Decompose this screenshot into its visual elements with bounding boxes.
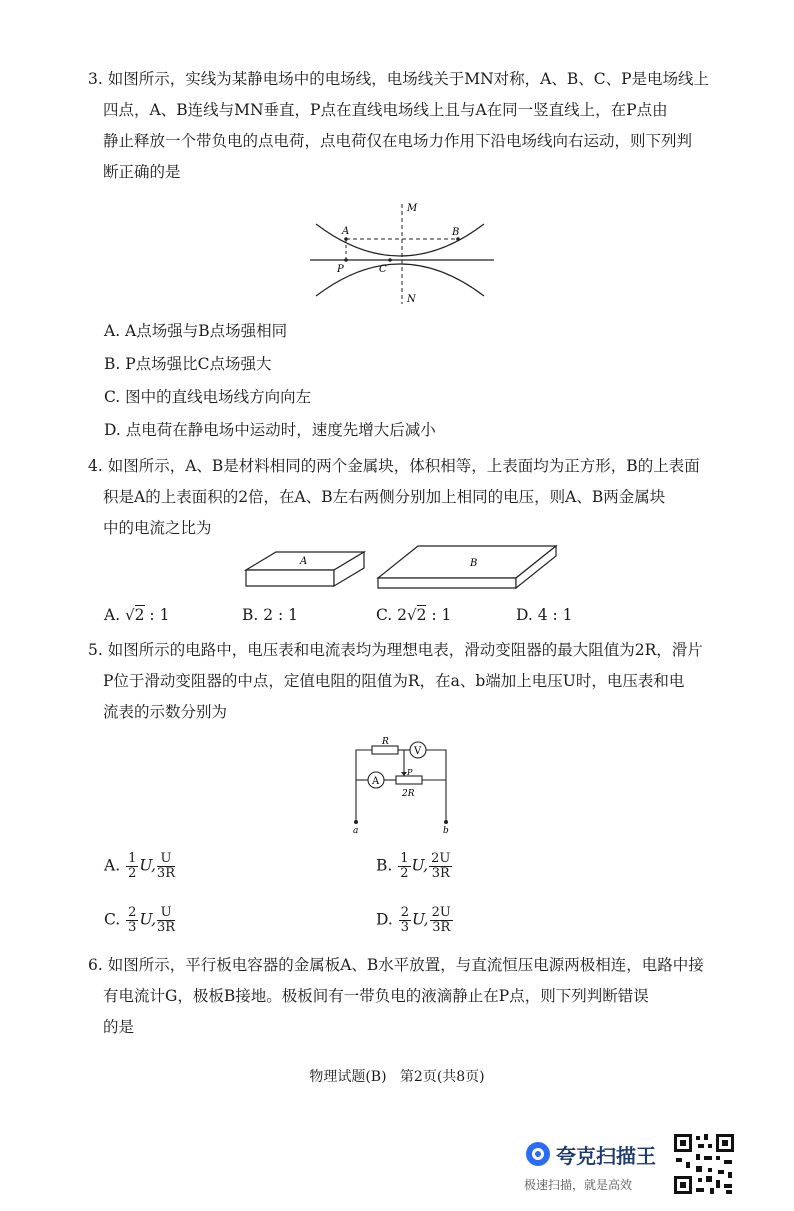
point-c: [388, 258, 392, 262]
block-b-label: B: [470, 558, 478, 569]
q5-option-c[interactable]: C. $\frac{2}{3}$ U, $\frac{U}{3R}$: [104, 905, 176, 935]
circuit-figure: [340, 734, 470, 834]
fraction: $\frac{U}{3R}$: [156, 851, 175, 881]
q3-option-b[interactable]: B. P点场强比C点场强大: [104, 355, 272, 373]
question-4: [88, 451, 728, 544]
label-b: B: [452, 227, 460, 238]
fraction: $\frac{1}{2}$: [128, 851, 137, 881]
q5-line2: P位于滑动变阻器的中点，定值电阻的阻值为R，在a、b端加上电压U时，电压表和电: [103, 672, 685, 690]
question-3: [88, 64, 728, 188]
q5-line1: 5. 如图所示的电路中，电压表和电流表均为理想电表，滑动变阻器的最大阻值为2R，滑片: [88, 641, 703, 659]
point-p: [344, 258, 348, 262]
label-m: M: [407, 203, 418, 214]
label-n: N: [407, 294, 416, 305]
q3-option-d[interactable]: D. 点电荷在静电场中运动时，速度先增大后减小: [104, 421, 436, 439]
q4-option-c[interactable]: C. 2√2 : 1: [376, 606, 452, 624]
q6-line3: 的是: [103, 1018, 135, 1036]
q5-option-a[interactable]: A. $\frac{1}{2}$ U, $\frac{U}{3R}$: [104, 851, 175, 881]
q3-line4: 断正确的是: [103, 163, 181, 181]
q6-line2: 有电流计G，极板B接地。极板间有一带负电的液滴静止在P点，则下列判断错误: [103, 987, 649, 1005]
quark-logo-icon: [524, 1140, 552, 1168]
fraction: $\frac{1}{2}$: [400, 851, 409, 881]
metal-block-b-figure: [372, 540, 562, 596]
terminal-a-label: a: [353, 826, 359, 834]
fraction: $\frac{U}{3R}$: [157, 905, 176, 935]
terminal-b: [444, 820, 448, 824]
label-a: A: [342, 226, 350, 237]
block-a-label: A: [300, 556, 308, 567]
fraction: $\frac{2}{3}$: [128, 905, 137, 935]
q4-line3: 中的电流之比为: [103, 519, 212, 537]
block-a-front: [246, 570, 334, 586]
wire-v-right: [426, 750, 446, 780]
sqrt-radicand: 2: [416, 606, 427, 624]
q5-option-d[interactable]: D. $\frac{2}{3}$ U, $\frac{2U}{3R}$: [376, 905, 451, 935]
q4-line2: 积是A的上表面积的2倍，在A、B左右两侧分别加上相同的电压，则A、B两金属块: [103, 488, 666, 506]
fraction: $\frac{2U}{3R}$: [431, 851, 451, 881]
label-p: P: [337, 264, 344, 275]
qr-code-icon: [672, 1132, 736, 1196]
q3-option-a[interactable]: A. A点场强与B点场强相同: [104, 322, 288, 340]
slider-p-label: P: [407, 768, 413, 777]
q4-option-a[interactable]: A. √2 : 1: [104, 606, 170, 624]
resistor-r: [372, 746, 398, 754]
ammeter-label: A: [372, 776, 380, 787]
point-a: [344, 237, 348, 241]
page-footer: 物理试题(B) 第2页(共8页): [309, 1069, 485, 1085]
terminal-a: [354, 820, 358, 824]
brand-slogan: 极速扫描，就是高效: [524, 1178, 633, 1192]
q3-line2: 四点，A、B连线与MN垂直，P点在直线电场线上且与A在同一竖直线上，在P点由: [103, 101, 668, 119]
fraction: $\frac{2U}{3R}$: [431, 905, 451, 935]
metal-block-a-figure: [240, 546, 370, 594]
sqrt-radicand: 2: [134, 606, 145, 624]
electric-field-figure: [300, 198, 500, 310]
brand-name: 夸克扫描王: [556, 1144, 656, 1168]
label-c: C: [379, 264, 387, 275]
q4-line1: 4. 如图所示，A、B是材料相同的两个金属块，体积相等，上表面均为正方形，B的上表面: [88, 457, 700, 475]
q3-option-c[interactable]: C. 图中的直线电场线方向向左: [104, 388, 312, 406]
resistor-r-label: R: [382, 737, 389, 747]
rheostat-2r: [396, 776, 422, 784]
question-6: [88, 950, 728, 1043]
terminal-b-label: b: [443, 826, 449, 834]
q3-line1: 3. 如图所示，实线为某静电场中的电场线，电场线关于MN对称，A、B、C、P是电场线上: [88, 70, 710, 88]
q3-line3: 静止释放一个带负电的点电荷，点电荷仅在电场力作用下沿电场线向右运动，则下列判: [103, 132, 693, 150]
question-5: [88, 635, 728, 728]
voltmeter-label: V: [414, 746, 422, 757]
q5-option-b[interactable]: B. $\frac{1}{2}$ U, $\frac{2U}{3R}$: [376, 851, 451, 881]
block-b-front: [378, 578, 516, 588]
fraction: $\frac{2}{3}$: [400, 905, 410, 935]
q6-line1: 6. 如图所示，平行板电容器的金属板A、B水平放置，与直流恒压电源两极相连，电路中接: [88, 956, 704, 974]
q5-line3: 流表的示数分别为: [103, 703, 228, 721]
q4-option-b[interactable]: B. 2 : 1: [242, 606, 299, 624]
q4-option-d[interactable]: D. 4 : 1: [516, 606, 573, 624]
rheostat-label: 2R: [402, 789, 415, 799]
